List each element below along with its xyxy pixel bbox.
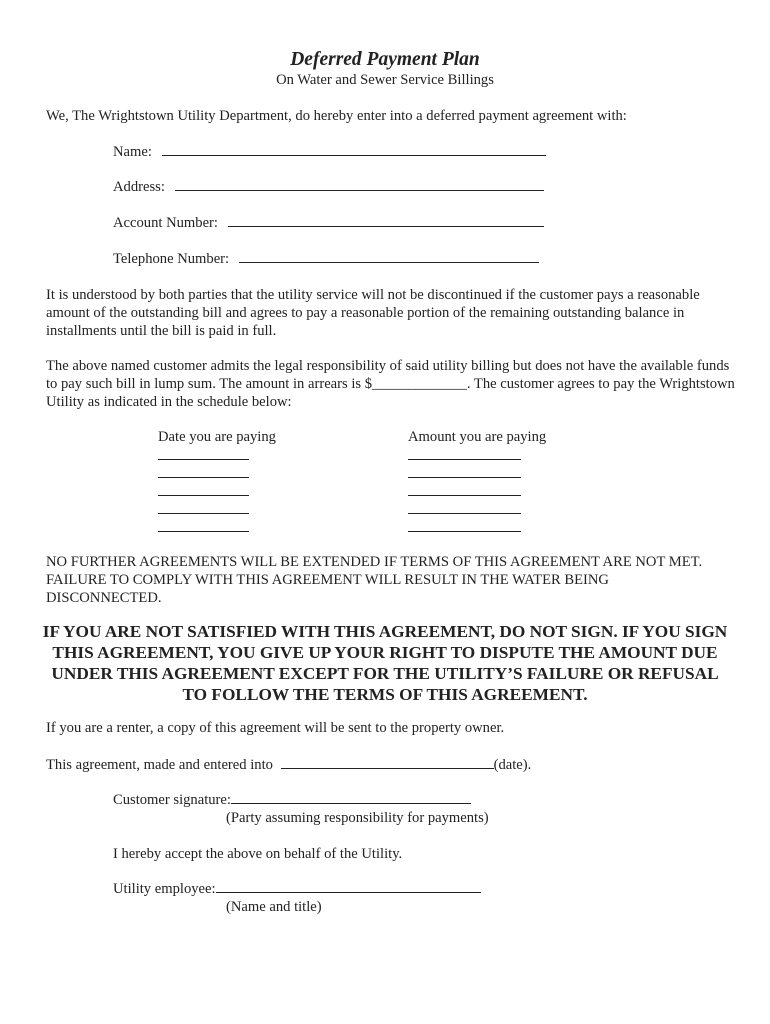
arrears-paragraph — [46, 357, 736, 411]
signing-warning: IF YOU ARE NOT SATISFIED WITH THIS AGREEMENT, DO NOT SIGN. IF YOU SIGN THIS AGREEMENT, YOU GIVE UP YOUR RIGHT TO DISPUTE THE AMOUNT DUE UNDER THIS AGREEMENT EXCEPT FOR THE UTILITY’S FAILURE OR REFUSAL TO FOLLOW THE TERMS OF THIS AGREEMENT. — [42, 622, 728, 704]
schedule-amount-field[interactable] — [408, 495, 521, 496]
party-note: (Party assuming responsibility for payments) — [226, 810, 489, 826]
name-field[interactable] — [162, 143, 546, 156]
utility-employee-label: Utility employee: — [113, 881, 216, 897]
account-number-field[interactable] — [228, 214, 544, 227]
service-terms-paragraph: It is understood by both parties that the utility service will not be discontinued if the customer pays a reasonable amount of the outstanding bill and agrees to pay a reasonable portion of the remaining outstanding balance in installments until the bill is paid in full. — [46, 287, 700, 339]
name-field-row — [113, 143, 546, 161]
schedule-date-field[interactable] — [158, 459, 249, 460]
agreement-date-row — [46, 756, 531, 774]
account-number-label: Account Number: — [113, 215, 218, 231]
compliance-notice: NO FURTHER AGREEMENTS WILL BE EXTENDED IF TERMS OF THIS AGREEMENT ARE NOT MET. FAILURE TO COMPLY WITH THIS AGREEMENT WILL RESULT IN THE WATER BEING DISCONNECTED. — [46, 554, 703, 606]
schedule-amount-field[interactable] — [408, 531, 521, 532]
date-suffix: (date). — [493, 757, 532, 773]
arrears-text-before: The above named customer admits the legal responsibility of said utility billing but does not have the available funds to pay such bill in lump sum. The amount in arrears is $ — [46, 358, 730, 392]
renter-note: If you are a renter, a copy of this agreement will be sent to the property owner. — [46, 720, 505, 736]
telephone-field-row — [113, 250, 539, 268]
arrears-amount-field[interactable]: _____________ — [372, 376, 467, 392]
schedule-date-field[interactable] — [158, 513, 249, 514]
utility-employee-row — [113, 880, 481, 898]
telephone-field[interactable] — [239, 250, 539, 263]
schedule-date-header: Date you are paying — [158, 429, 276, 445]
schedule-amount-field[interactable] — [408, 459, 521, 460]
document-subtitle: On Water and Sewer Service Billings — [276, 72, 494, 88]
address-field[interactable] — [175, 178, 544, 191]
schedule-amount-field[interactable] — [408, 513, 521, 514]
utility-employee-field[interactable] — [216, 880, 481, 893]
schedule-date-field[interactable] — [158, 531, 249, 532]
name-label: Name: — [113, 144, 152, 160]
arrears-text-after: . The customer agrees to pay the Wrightstown Utility as indicated in the schedule below: — [46, 376, 735, 410]
telephone-label: Telephone Number: — [113, 251, 230, 267]
schedule-amount-header: Amount you are paying — [408, 429, 547, 445]
account-number-field-row — [113, 214, 544, 232]
schedule-date-field[interactable] — [158, 495, 249, 496]
document-title: Deferred Payment Plan — [290, 49, 480, 70]
intro-text: We, The Wrightstown Utility Department, do hereby enter into a deferred payment agreement with: — [46, 108, 627, 124]
agreement-made-label: This agreement, made and entered into — [46, 757, 273, 773]
utility-acceptance-text: I hereby accept the above on behalf of the Utility. — [113, 846, 403, 862]
agreement-date-field[interactable] — [281, 756, 494, 769]
name-title-note: (Name and title) — [226, 899, 322, 915]
customer-signature-label: Customer signature: — [113, 792, 231, 808]
customer-signature-row — [113, 791, 471, 809]
schedule-date-field[interactable] — [158, 477, 249, 478]
address-label: Address: — [113, 179, 165, 195]
address-field-row — [113, 178, 544, 196]
customer-signature-field[interactable] — [231, 791, 471, 804]
schedule-amount-field[interactable] — [408, 477, 521, 478]
